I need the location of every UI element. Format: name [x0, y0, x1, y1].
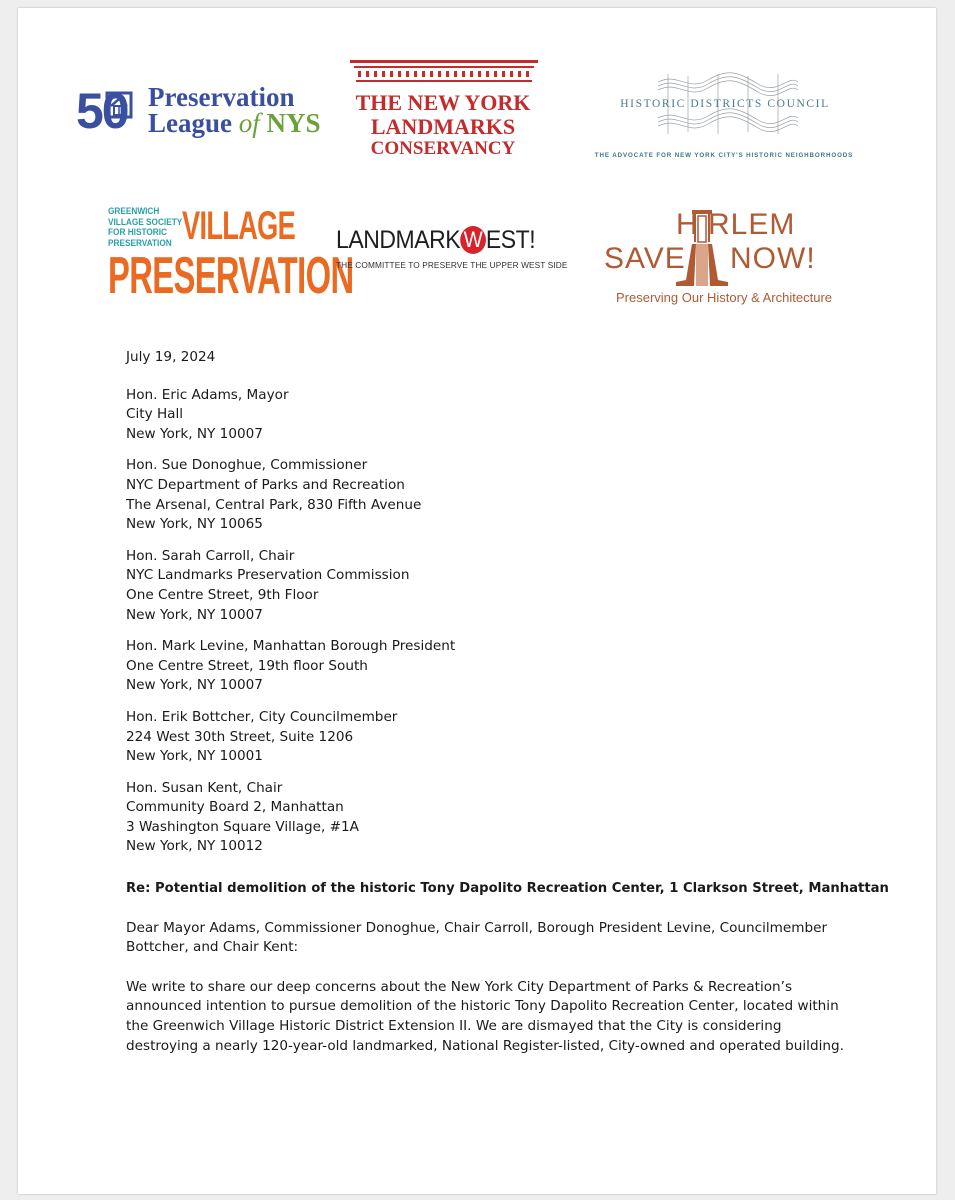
nylc-logo — [348, 60, 538, 160]
vp-preservation-word: PRESERVATION — [108, 247, 354, 305]
recipient-block: Hon. Mark Levine, Manhattan Borough President One Centre Street, 19th floor South New York, NY 10007 — [126, 638, 456, 694]
recipient-block: Hon. Eric Adams, Mayor City Hall New York, NY 10007 — [126, 386, 289, 442]
vp-society-text: GREENWICH VILLAGE SOCIETY FOR HISTORIC PRESERVATION — [108, 205, 183, 248]
nylc-line2: LANDMARKS — [370, 114, 516, 139]
recipient-block: Hon. Sarah Carroll, Chair NYC Landmarks Preservation Commission One Centre Street, 9th Floor New York, NY 10007 — [126, 547, 410, 623]
recipient-block: Hon. Sue Donoghue, Commissioner NYC Department of Parks and Recreation The Arsenal, Central Park, 830 Fifth Avenue New York, NY 10065 — [126, 457, 422, 533]
salutation: Dear Mayor Adams, Commissioner Donoghue, Chair Carroll, Borough President Levine, Councilmember Bottcher, and Chair Kent: — [126, 919, 828, 956]
shn-tagline: Preserving Our History & Architecture — [615, 290, 833, 305]
nylc-line3: CONSERVANCY — [370, 138, 516, 159]
body-paragraph: We write to share our deep concerns about the New York City Department of Parks & Recreation’s announced intention to pursue demolition of the historic Tony Dapolito Recreation Center, located within the Greenwich Village Historic District Extension II. We are dismayed that the City is considering destroying a nearly 120-year-old landmarked, National Register-listed, City-owned and operated building. — [126, 978, 844, 1054]
recipient-block: Hon. Susan Kent, Chair Community Board 2, Manhattan 3 Washington Square Village, #1A New York, NY 10012 — [126, 779, 359, 855]
recipient-block: Hon. Erik Bottcher, City Councilmember 224 West 30th Street, Suite 1206 New York, NY 10001 — [126, 708, 398, 765]
pl-line2: League of NYS — [148, 108, 321, 138]
village-preservation-logo — [108, 204, 354, 305]
hdc-name: HISTORIC DISTRICTS COUNCIL — [620, 98, 830, 110]
hdc-tagline: THE ADVOCATE FOR NEW YORK CITY'S HISTORIC NEIGHBORHOODS — [594, 152, 854, 159]
nylc-line1: THE NEW YORK — [355, 90, 531, 115]
lw-wordmark: LANDMARK W EST! — [336, 226, 536, 254]
shn-harlem-word: H RLEM — [676, 208, 796, 241]
pl-number: 50 — [76, 83, 128, 139]
shn-now-word: NOW! — [730, 242, 816, 275]
house-icon — [104, 90, 134, 120]
landmark-west-logo — [336, 226, 576, 286]
shn-save-word: SAVE — [604, 242, 686, 275]
letter-date: July 19, 2024 — [126, 349, 216, 365]
lw-subtitle: THE COMMITTEE TO PRESERVE THE UPPER WEST SIDE — [336, 260, 568, 270]
save-harlem-now-logo — [604, 208, 844, 308]
pl-line1: Preservation — [148, 82, 295, 112]
vp-village-word: VILLAGE — [182, 204, 296, 248]
hdc-logo — [588, 66, 860, 162]
preservation-league-logo — [76, 76, 321, 146]
letter-page — [18, 8, 936, 1194]
subject-line: Re: Potential demolition of the historic Tony Dapolito Recreation Center, 1 Clarkson Street, Manhattan — [126, 881, 889, 897]
letter-body — [126, 348, 889, 1056]
cornice-icon — [350, 60, 538, 84]
